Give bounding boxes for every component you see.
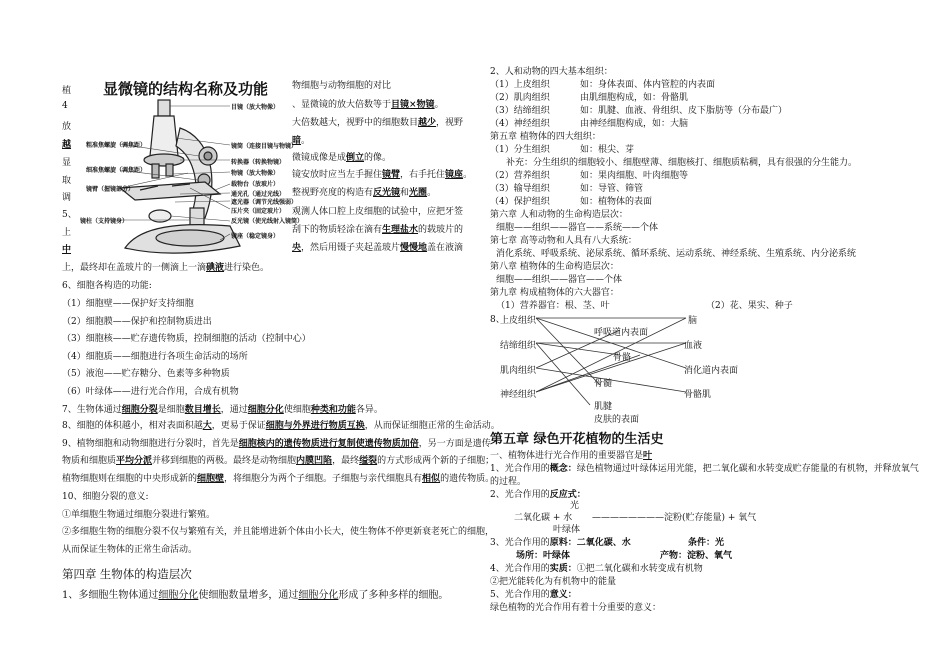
match-mid-item: 肌腱 <box>594 402 613 412</box>
microscope-title: 显微镜的结构名称及功能 <box>103 81 269 98</box>
side-char: 植 <box>62 86 72 96</box>
chapter-6-seq: 细胞——组织——器官——系统——个体 <box>496 223 659 233</box>
plant-tissue-row: （3）输导组织 如：导管、筛管 <box>490 184 644 194</box>
chapter-8-seq: 细胞——组织——器官——个体 <box>496 275 623 285</box>
side-line: 刮下的物质轻涂在滴有生理盐水的载玻片的 <box>292 225 464 235</box>
cell-structure-item: （3）细胞核——贮存遗传物质，控制细胞的活动（控制中心） <box>62 334 311 344</box>
photosynthesis-significance: 5、光合作用的意义： <box>490 590 577 600</box>
side-char: 中 <box>62 245 72 255</box>
point-8: 8、细胞的体积越小，相对表面积越大，更易于保证细胞与外界进行物质互换，从而保证细胞正常的生命活动。 <box>62 421 500 431</box>
label-objective: 物镜（放大物像） <box>231 170 280 177</box>
label-fine-focus: 细准焦螺旋（调焦距） <box>86 167 147 174</box>
cell-structure-item: （4）细胞质——细胞进行各项生命活动的场所 <box>62 352 248 362</box>
side-line: 整视野亮度的构造有反光镜和光圈。 <box>292 188 437 198</box>
label-coarse-focus: 粗准焦螺旋（调焦距） <box>86 142 147 149</box>
chapter-8: 第八章 植物体的生命构造层次： <box>490 262 619 272</box>
cell-structure-heading: 6、细胞各构造的功能: <box>62 281 152 291</box>
side-line: 、显微镜的放大倍数等于目镜×物镜。 <box>292 100 444 110</box>
plant-tissue-note: 补充：分生组织的细胞较小、细胞壁薄、细胞核打、细胞质粘稠，具有很强的分生能力。 <box>506 158 858 168</box>
match-left-item: 上皮组织 <box>500 316 537 326</box>
photosynthesis-organ: 一、植物体进行光合作用的重要器官是叶 <box>490 451 653 461</box>
side-char: 上 <box>62 228 72 238</box>
chapter-5-title: 第五章 绿色开花植物的生活史 <box>490 432 664 447</box>
point-10-item: ①单细胞生物通过细胞分裂进行繁殖。 <box>62 510 216 520</box>
cell-structure-item: （1）细胞壁——保护好支持细胞 <box>62 299 194 309</box>
chapter-9-b: （2）花、果实、种子 <box>706 301 793 311</box>
match-left-item: 神经组织 <box>500 390 537 400</box>
side-char: 显 <box>62 158 72 168</box>
plant-tissue-row: （2）营养组织 如：果肉细胞、叶肉细胞等 <box>490 171 689 181</box>
cell-structure-item: （2）细胞膜——保护和控制物质进出 <box>62 317 212 327</box>
side-char: 4 <box>62 101 68 111</box>
label-tube: 镜筒（连接目镜与物镜） <box>231 143 298 150</box>
match-mid-item: 骨髓 <box>594 379 613 389</box>
chapter-7-systems: 消化系统、呼吸系统、泌尿系统、循环系统、运动系统、神经系统、生殖系统、内分泌系统 <box>496 249 857 259</box>
match-mid-item: 皮肤的表面 <box>594 415 640 425</box>
photosynthesis-essence-2: ②把光能转化为有机物中的能量 <box>490 577 617 587</box>
match-left-item: 肌肉组织 <box>500 366 537 376</box>
photosynthesis-essence: 4、光合作用的实质：①把二氧化碳和水转变成有机物 <box>490 564 703 574</box>
cell-structure-item: （6）叶绿体——进行光合作用，合成有机物 <box>62 387 239 397</box>
match-right-item: 消化道内表面 <box>684 366 739 376</box>
label-eyepiece: 目镜（放大物像） <box>231 104 280 111</box>
match-right-item: 骨骼肌 <box>684 390 712 400</box>
photosynthesis-site: 场所：叶绿体 <box>516 551 571 561</box>
side-line: 大倍数越大，视野中的细胞数目越少，视野 <box>292 118 464 128</box>
side-line: 微镜成像是成倒立的像。 <box>292 153 392 163</box>
chapter-4-title: 第四章 生物体的构造层次 <box>62 569 192 581</box>
label-pillar: 镜柱（支持镜身） <box>80 218 129 225</box>
stain-line: 上，最终却在盖玻片的一侧滴上一滴碘液进行染色。 <box>62 263 270 273</box>
label-aperture: 通光孔（通过光线） <box>231 191 286 198</box>
point-9-line-3: 植物细胞则在细胞的中央形成新的细胞壁，将细胞分为两个子细胞。子细胞与亲代细胞具有相似的遗传物质。 <box>62 474 495 484</box>
point-9-line-1: 9、植物细胞和动物细胞进行分裂时，首先是细胞核内的遗传物质进行复制使遗传物质加倍，另一方面是遗传 <box>62 439 491 449</box>
chapter-4-point-1: 1、多细胞生物体通过细胞分化使细胞数量增多，通过细胞分化形成了多种多样的细胞。 <box>62 590 449 601</box>
cell-structure-item: （5）液泡——贮存糖分、色素等多种物质 <box>62 369 230 379</box>
side-line: 暗。 <box>292 136 311 146</box>
tissue-heading: 2、人和动物的四大基本组织： <box>490 67 613 77</box>
point-9-line-2: 物质和细胞质平均分派并移到细胞的两极。最终是动物细胞内膜凹陷，最终缢裂的方式形成两个新的子细胞； <box>62 456 495 466</box>
chapter-7: 第七章 高等动物和人具有八大系统： <box>490 236 637 246</box>
side-line: 镜安放时应当左手握住镜臂，右手托住镜座。 <box>292 170 473 180</box>
side-line: 观测人体口腔上皮细胞的试验中，应把牙签 <box>292 207 464 217</box>
side-char: 5、 <box>62 210 77 220</box>
match-left-item: 结缔组织 <box>500 341 537 351</box>
label-arm: 镜臂（握镜部分） <box>86 186 135 193</box>
match-right-item: 血液 <box>684 341 703 351</box>
label-clip: 压片夹（固定玻片） <box>231 208 286 215</box>
tissue-row: （3）结缔组织 如：肌腱、血液、骨组织、皮下脂肪等（分布最广） <box>490 106 788 116</box>
match-right-item: 脑 <box>688 316 698 326</box>
photosynthesis-significance-text: 绿色植物的光合作用有着十分重要的意义： <box>490 603 662 613</box>
tissue-row: （4）神经组织 由神经细胞构成，如：大脑 <box>490 119 689 129</box>
side-char: 取 <box>62 176 72 186</box>
photosynthesis-materials: 3、光合作用的原料：二氧化碳、水 <box>490 538 631 548</box>
point-10-item: ②多细胞生物的细胞分裂不仅与繁殖有关，并且能增进新个体由小长大，使生物体不停更新衰老死亡的细胞， <box>62 527 495 537</box>
label-nosepiece: 转换器（转换物镜） <box>231 159 286 166</box>
equation-reactants: 二氧化碳 + 水 <box>514 513 573 523</box>
tissue-row: （1）上皮组织 如：身体表面、体内管腔的内表面 <box>490 80 716 90</box>
label-base: 镜座（稳定镜身） <box>231 233 280 240</box>
chapter-6: 第六章 人和动物的生命构造层次： <box>490 210 628 220</box>
tissue-row: （2）肌肉组织 由肌细胞构成，如：骨骼肌 <box>490 93 689 103</box>
match-mid-item: 骨骼 <box>613 353 632 363</box>
label-diaphragm: 遮光器（调节光线强弱） <box>231 199 298 206</box>
question-8: 8、 <box>490 315 505 325</box>
side-char: 调 <box>62 193 72 203</box>
chapter-9-a: （1）营养器官：根、茎、叶 <box>496 301 610 311</box>
equation-light: 光 <box>570 501 580 511</box>
plant-tissue-row: （4）保护组织 如：植物体的表面 <box>490 197 653 207</box>
photosynthesis-products: 产物：淀粉、氧气 <box>660 551 733 561</box>
side-char: 越 <box>62 140 72 150</box>
chapter-9: 第九章 构成植物体的六大器官： <box>490 288 619 298</box>
side-line: 物细胞与动物细胞的对比 <box>292 81 392 91</box>
label-stage: 载物台（放玻片） <box>231 181 280 188</box>
point-10: 10、细胞分裂的意义: <box>62 492 149 502</box>
photosynthesis-condition: 条件：光 <box>688 538 725 548</box>
plant-tissue-row: （1）分生组织 如：根尖、芽 <box>490 145 635 155</box>
photosynthesis-concept: 1、光合作用的概念：绿色植物通过叶绿体运用光能，把二氧化碳和水转变成贮存能量的有机物，并释放氧气 <box>490 464 919 474</box>
equation-chloroplast: 叶绿体 <box>553 525 581 535</box>
photosynthesis-equation-heading: 2、光合作用的反应式： <box>490 490 586 500</box>
photosynthesis-concept-end: 的过程。 <box>490 477 527 487</box>
side-line: 央，然后用镊子夹起盖玻片慢慢地盖在液滴 <box>292 243 464 253</box>
point-10-item: 从而保证生物体的正常生命活动。 <box>62 545 198 555</box>
side-char: 放 <box>62 122 72 132</box>
match-mid-item: 呼吸道内表面 <box>594 328 649 338</box>
equation-products: ————————淀粉(贮存能量) + 氧气 <box>592 513 757 523</box>
label-mirror: 反光镜（使光线射入镜筒） <box>231 218 304 225</box>
plant-tissue-heading: 第五章 植物体的四大组织： <box>490 132 601 142</box>
point-7: 7、生物体通过细胞分裂是细胞数目增长，通过细胞分化使细胞种类和功能各异。 <box>62 405 383 415</box>
